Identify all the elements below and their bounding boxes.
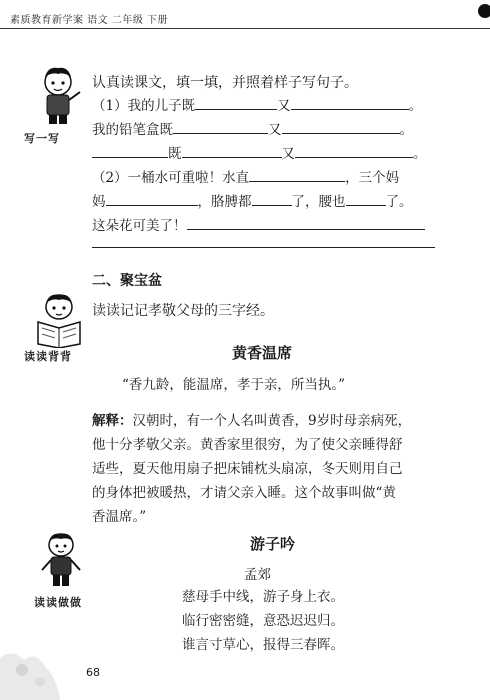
story-title: 黄香温席: [232, 344, 293, 362]
header-text: 素质教育新学案 语文 二年级 下册: [10, 15, 169, 26]
blank-1b[interactable]: [291, 96, 409, 110]
exercise-line-2: [92, 120, 413, 139]
explain-line-1: [92, 412, 411, 430]
boy-reading-icon: [30, 290, 88, 348]
poem-author: 孟郊: [244, 567, 271, 583]
explain-text-1: 汉朝时，有一个人名叫黄香，9岁时母亲病死，: [132, 413, 412, 429]
explain-label: 解释：: [92, 413, 133, 429]
blank-1a[interactable]: [195, 96, 277, 110]
icon-caption-do: 读读做做: [34, 596, 82, 609]
line5-b: ，胳膊都: [197, 194, 252, 210]
explain-line-2: 他十分孝敬父亲。黄香家里很穷，为了使父亲睡得舒: [92, 437, 403, 453]
poem-line-3: 谁言寸草心，报得三春晖。: [182, 637, 344, 653]
line6-prefix: 这朵花可美了！: [92, 218, 187, 234]
line5-d: 了。: [385, 194, 413, 210]
instruction-recite: 读读记记孝敬父母的三字经。: [92, 303, 274, 319]
blank-2b[interactable]: [282, 120, 400, 134]
exercise-line-6: [92, 216, 425, 235]
exercise-line-3: [92, 144, 427, 163]
explain-line-4: 的身体把被暖热，才请父亲入睡。这个故事叫做“黄: [92, 485, 396, 501]
exercise-line-5: [92, 192, 413, 211]
blank-5c[interactable]: [346, 192, 386, 206]
icon-caption-recite: 读读背背: [24, 350, 72, 363]
line4-end: ，三个妈: [345, 170, 400, 186]
line2-mid: 又: [268, 122, 282, 138]
boy-writing-icon: [30, 62, 86, 132]
section-title: 二、聚宝盆: [92, 273, 162, 289]
boy-doing-icon: [38, 530, 84, 590]
line2-prefix: 我的铅笔盒既: [92, 122, 173, 138]
blank-3a[interactable]: [92, 144, 168, 158]
blank-5b[interactable]: [252, 192, 292, 206]
exercise-line-4: [92, 168, 399, 187]
blank-4a[interactable]: [249, 168, 345, 182]
blank-3b[interactable]: [182, 144, 282, 158]
exercise-line-1: [92, 96, 422, 115]
header-rule: [0, 28, 490, 29]
line5-c: 了，腰也: [291, 194, 346, 210]
line4-prefix: （2）一桶水可重啦！水直: [92, 170, 250, 186]
poem-line-2: 临行密密缝，意恐迟迟归。: [182, 613, 344, 629]
line1-end: 。: [408, 98, 423, 114]
line3-end: 。: [413, 146, 427, 162]
line3-ji: 既: [168, 146, 182, 162]
line1-mid: 又: [277, 98, 291, 114]
corner-mark: [478, 4, 490, 18]
blank-6a[interactable]: [187, 216, 425, 230]
blank-2a[interactable]: [173, 120, 268, 134]
line1-prefix: （1）我的儿子既: [92, 98, 196, 114]
answer-line[interactable]: [92, 247, 435, 248]
decorative-corner-image: [0, 640, 80, 700]
story-quote: “香九龄，能温席，孝于亲，所当执。”: [122, 377, 346, 393]
instruction-write: 认真读课文，填一填，并照着样子写句子。: [92, 75, 358, 91]
line3-you: 又: [281, 146, 295, 162]
line5-a: 妈: [92, 194, 106, 210]
page-number: 68: [86, 666, 100, 679]
poem-title: 游子吟: [250, 535, 296, 553]
explain-line-5: 香温席。”: [92, 509, 147, 525]
blank-3c[interactable]: [295, 144, 413, 158]
blank-5a[interactable]: [106, 192, 198, 206]
line2-end: 。: [399, 122, 413, 138]
poem-line-1: 慈母手中线，游子身上衣。: [182, 589, 344, 605]
icon-caption-write: 写一写: [24, 132, 60, 145]
explain-line-3: 适些，夏天他用扇子把床铺枕头扇凉，冬天则用自己: [92, 461, 403, 477]
